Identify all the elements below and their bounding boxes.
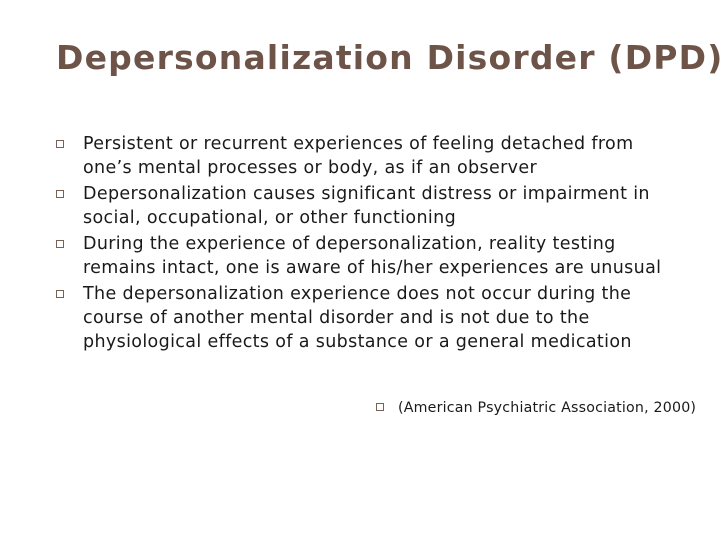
square-bullet-icon bbox=[56, 240, 64, 248]
citation-text: (American Psychiatric Association, 2000) bbox=[398, 400, 697, 416]
bullet-item bbox=[56, 182, 696, 230]
bullet-text-line: The depersonalization experience does not occur during the bbox=[83, 284, 632, 304]
bullet-item bbox=[56, 282, 696, 354]
bullet-text-line: During the experience of depersonalization, reality testing bbox=[83, 234, 616, 254]
slide-title: Depersonalization Disorder (DPD) bbox=[56, 38, 724, 77]
square-bullet-icon bbox=[56, 290, 64, 298]
bullet-text-line: one’s mental processes or body, as if an observer bbox=[83, 158, 538, 178]
bullet-item bbox=[56, 232, 696, 280]
bullet-text-line: physiological effects of a substance or a general medication bbox=[83, 332, 632, 352]
bullet-text-line: Persistent or recurrent experiences of feeling detached from bbox=[83, 134, 634, 154]
square-bullet-icon bbox=[56, 140, 64, 148]
bullet-text-line: remains intact, one is aware of his/her experiences are unusual bbox=[83, 258, 662, 278]
square-bullet-icon bbox=[56, 190, 64, 198]
bullet-item bbox=[56, 132, 696, 180]
bullet-text-line: social, occupational, or other functioning bbox=[83, 208, 457, 228]
square-bullet-icon bbox=[376, 403, 384, 411]
citation bbox=[376, 398, 696, 418]
bullet-list bbox=[56, 132, 696, 356]
bullet-text-line: Depersonalization causes significant distress or impairment in bbox=[83, 184, 650, 204]
bullet-text-line: course of another mental disorder and is not due to the bbox=[83, 308, 590, 328]
